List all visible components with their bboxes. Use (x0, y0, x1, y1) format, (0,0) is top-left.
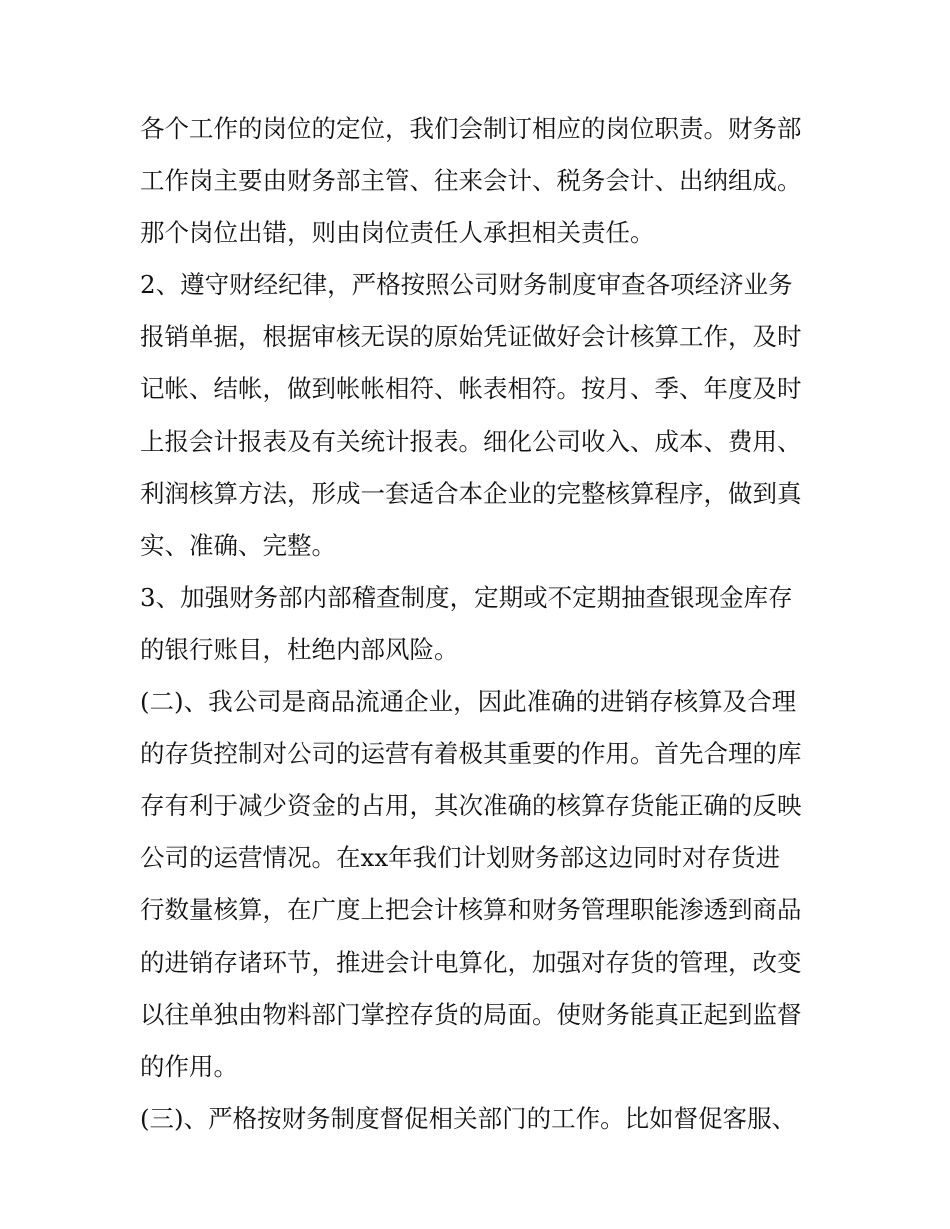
text-line: (三)、严格按财务制度督促相关部门的工作。比如督促客服、 (140, 1103, 797, 1133)
text-line: 报销单据，根据审核无误的原始凭证做好会计核算工作，及时 (140, 322, 802, 352)
text-line: 行数量核算，在广度上把会计核算和财务管理职能渗透到商品 (140, 895, 802, 925)
document-body (140, 103, 820, 1145)
text-line: (二)、我公司是商品流通企业，因此准确的进销存核算及合理 (140, 687, 797, 717)
text-line: 上报会计报表及有关统计报表。细化公司收入、成本、费用、 (140, 426, 802, 456)
text-line: 利润核算方法，形成一套适合本企业的完整核算程序，做到真 (140, 478, 802, 508)
text-line: 2、遵守财经纪律，严格按照公司财务制度审查各项经济业务 (140, 270, 793, 300)
text-line: 以往单独由物料部门掌控存货的局面。使财务能真正起到监督 (140, 999, 802, 1029)
text-line: 的进销存诸环节，推进会计电算化，加强对存货的管理，改变 (140, 947, 802, 977)
text-line: 的存货控制对公司的运营有着极其重要的作用。首先合理的库 (140, 739, 802, 769)
text-line: 存有利于减少资金的占用，其次准确的核算存货能正确的反映 (140, 791, 802, 821)
text-line: 的作用。 (140, 1051, 238, 1081)
text-line: 那个岗位出错，则由岗位责任人承担相关责任。 (140, 218, 655, 248)
text-line: 的银行账目，杜绝内部风险。 (140, 634, 459, 664)
text-line: 实、准确、完整。 (140, 530, 336, 560)
text-line: 记帐、结帐，做到帐帐相符、帐表相符。按月、季、年度及时 (140, 374, 802, 404)
text-line: 公司的运营情况。在xx年我们计划财务部这边同时对存货进 (140, 843, 781, 873)
text-line: 3、加强财务部内部稽查制度，定期或不定期抽查银现金库存 (140, 582, 793, 612)
text-line: 各个工作的岗位的定位，我们会制订相应的岗位职责。财务部 (140, 114, 802, 143)
text-line: 工作岗主要由财务部主管、往来会计、税务会计、出纳组成。 (140, 166, 802, 196)
